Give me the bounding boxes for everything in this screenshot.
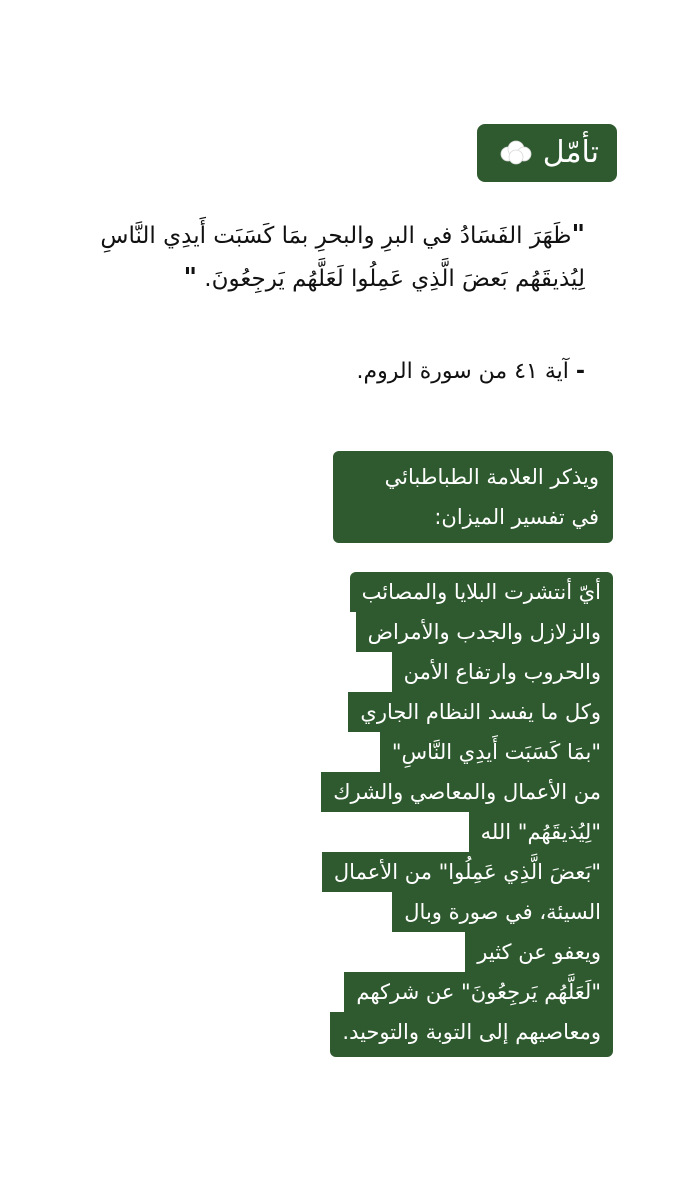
verse-quote xyxy=(65,214,585,300)
verse-line-1: ظَهَرَ الفَسَادُ في البرِ والبحرِ بمَا كَسَبَت أَيدِي النَّاسِ xyxy=(100,223,572,249)
tafsir-line: أيّ أنتشرت البلايا والمصائب xyxy=(350,572,613,612)
tafsir-line: السيئة، في صورة وبال xyxy=(392,892,613,932)
tafsir-line: "لَعَلَّهُم يَرجِعُونَ" عن شركهم xyxy=(344,972,613,1012)
reference-dash: - xyxy=(575,359,585,384)
tafsir-line: "بمَا كَسَبَت أَيدِي النَّاسِ" xyxy=(380,732,613,772)
tafsir-line: ويعفو عن كثير xyxy=(465,932,613,972)
tafsir-line: من الأعمال والمعاصي والشرك xyxy=(321,772,613,812)
tafsir-line: والحروب وارتفاع الأمن xyxy=(392,652,613,692)
tafsir-line: وكل ما يفسد النظام الجاري xyxy=(348,692,613,732)
page-title: تأمّل xyxy=(542,135,599,170)
verse-reference xyxy=(357,352,585,392)
title-badge xyxy=(477,124,617,182)
intro-line-2: في تفسير الميزان: xyxy=(434,505,599,529)
open-quote: " xyxy=(571,220,585,250)
tafsir-line: ومعاصيهم إلى التوبة والتوحيد. xyxy=(330,1012,613,1057)
reference-text: آية ٤١ من سورة الروم. xyxy=(356,359,569,384)
tafsir-line: "لِيُذيقَهُم" الله xyxy=(469,812,613,852)
thought-cloud-icon xyxy=(499,140,533,166)
intro-line-1: ويذكر العلامة الطباطبائي xyxy=(384,465,599,489)
tafsir-block xyxy=(293,572,613,1057)
verse-line-2: لِيُذيقَهُم بَعضَ الَّذِي عَمِلُوا لَعَلَّهُم يَرجِعُونَ. xyxy=(204,266,585,292)
close-quote: " xyxy=(183,263,197,293)
intro-box xyxy=(333,451,613,543)
tafsir-line: والزلازل والجدب والأمراض xyxy=(356,612,613,652)
tafsir-line: "بَعضَ الَّذِي عَمِلُوا" من الأعمال xyxy=(322,852,613,892)
